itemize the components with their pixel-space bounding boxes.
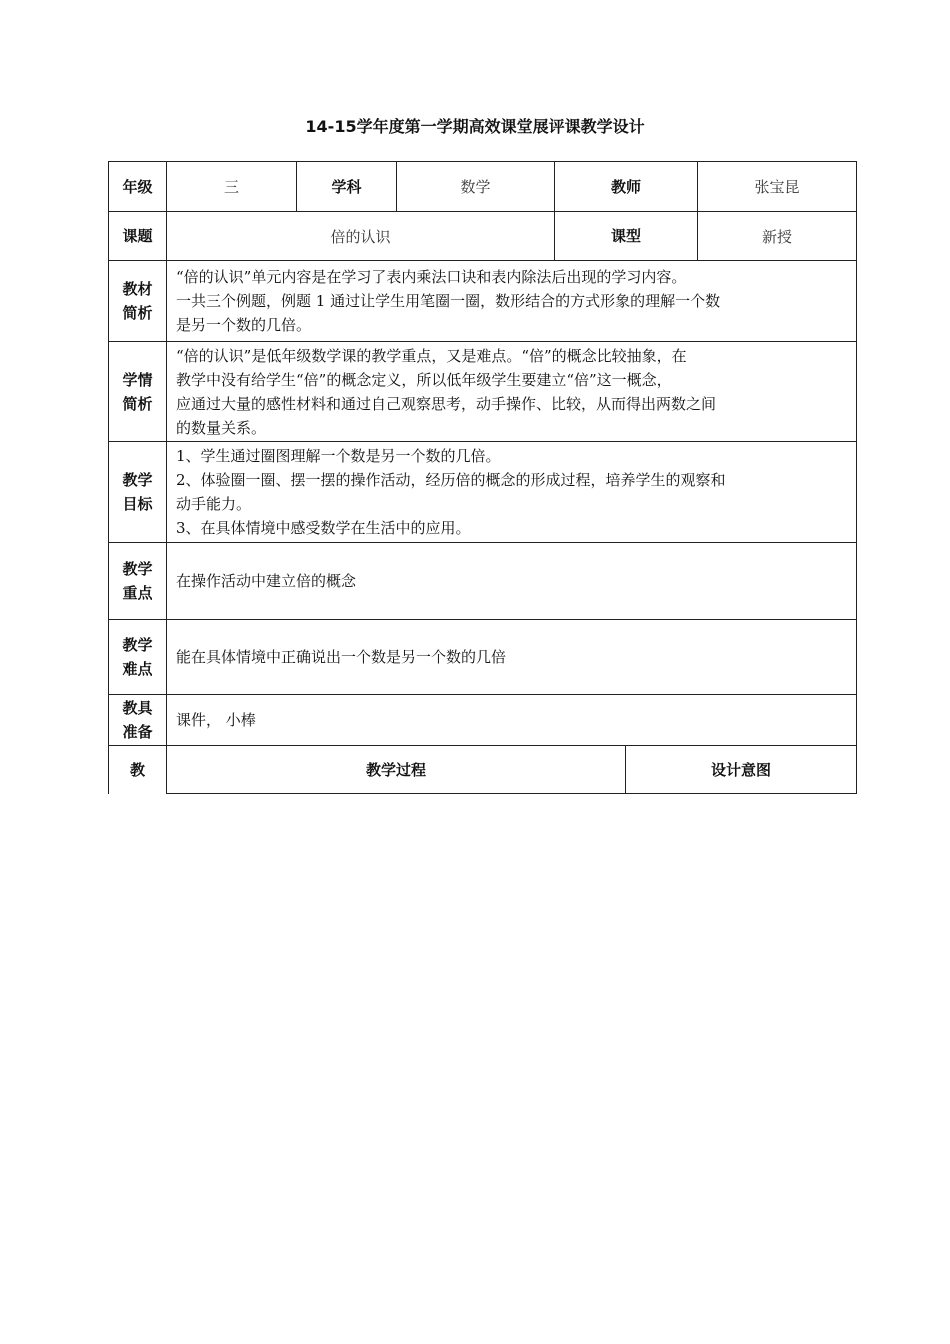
focus-row	[109, 543, 857, 620]
goals-line-4: 3、在具体情境中感受数学在生活中的应用。	[176, 519, 471, 537]
difficulty-label-line-2: 难点	[122, 660, 153, 678]
goals-row	[109, 442, 857, 543]
teacher-value: 张宝昆	[698, 162, 857, 212]
students-text	[167, 342, 857, 442]
lesson-type-label: 课型	[555, 212, 698, 261]
header-row	[109, 162, 857, 212]
teacher-label: 教师	[555, 162, 698, 212]
goals-label-line-1: 教学	[122, 471, 153, 489]
tools-row	[109, 695, 857, 746]
goals-text	[167, 442, 857, 543]
material-label	[109, 261, 167, 342]
students-label-line-2: 简析	[122, 394, 153, 413]
material-line-1: “倍的认识”单元内容是在学习了表内乘法口诀和表内除法后出现的学习内容。	[176, 268, 687, 286]
difficulty-label-line-1: 教学	[122, 636, 153, 654]
focus-label-line-2: 重点	[122, 584, 153, 602]
students-label	[109, 342, 167, 442]
lesson-type-value: 新授	[698, 212, 857, 261]
process-header-row	[109, 746, 857, 794]
material-row	[109, 261, 857, 342]
goals-label	[109, 442, 167, 543]
students-line-3: 应通过大量的感性材料和通过自己观察思考，动手操作、比较，从而得出两数之间	[176, 394, 717, 413]
goals-label-line-2: 目标	[122, 495, 153, 513]
document-title: 14-15学年度第一学期高效课堂展评课教学设计	[305, 117, 645, 136]
subject-value: 数学	[397, 162, 555, 212]
grade-label: 年级	[109, 162, 167, 212]
goals-line-2: 2、体验圈一圈、摆一摆的操作活动，经历倍的概念的形成过程，培养学生的观察和	[176, 471, 726, 489]
focus-label	[109, 543, 167, 620]
focus-label-line-1: 教学	[122, 560, 153, 578]
process-col-process-label: 教学过程	[167, 746, 626, 794]
difficulty-text: 能在具体情境中正确说出一个数是另一个数的几倍	[167, 620, 857, 695]
tools-label	[109, 695, 167, 746]
topic-label: 课题	[109, 212, 167, 261]
students-row	[109, 342, 857, 442]
tools-label-line-2: 准备	[122, 723, 153, 741]
lesson-plan-table	[108, 161, 857, 794]
material-line-2: 一共三个例题，例题 1 通过让学生用笔圈一圈，数形结合的方式形象的理解一个数	[176, 292, 721, 310]
topic-value: 倍的认识	[167, 212, 555, 261]
material-label-line-2: 简析	[122, 304, 153, 322]
material-line-3: 是另一个数的几倍。	[176, 316, 312, 334]
material-label-line-1: 教材	[122, 280, 153, 298]
focus-text: 在操作活动中建立倍的概念	[167, 543, 857, 620]
goals-line-1: 1、学生通过圈图理解一个数是另一个数的几倍。	[176, 447, 501, 465]
grade-value: 三	[167, 162, 297, 212]
tools-text: 课件， 小棒	[167, 695, 857, 746]
students-line-4: 的数量关系。	[176, 418, 267, 437]
difficulty-row	[109, 620, 857, 695]
process-col-teach-label: 教	[109, 746, 167, 794]
students-line-1: “倍的认识”是低年级数学课的教学重点，又是难点。“倍”的概念比较抽象，在	[176, 346, 687, 365]
students-label-line-1: 学情	[122, 370, 153, 389]
tools-label-line-1: 教具	[122, 699, 153, 717]
subject-label: 学科	[297, 162, 397, 212]
topic-row	[109, 212, 857, 261]
material-text	[167, 261, 857, 342]
difficulty-label	[109, 620, 167, 695]
goals-line-3: 动手能力。	[176, 495, 252, 513]
students-line-2: 教学中没有给学生“倍”的概念定义，所以低年级学生要建立“倍”这一概念，	[176, 370, 672, 389]
process-col-intent-label: 设计意图	[626, 746, 857, 794]
